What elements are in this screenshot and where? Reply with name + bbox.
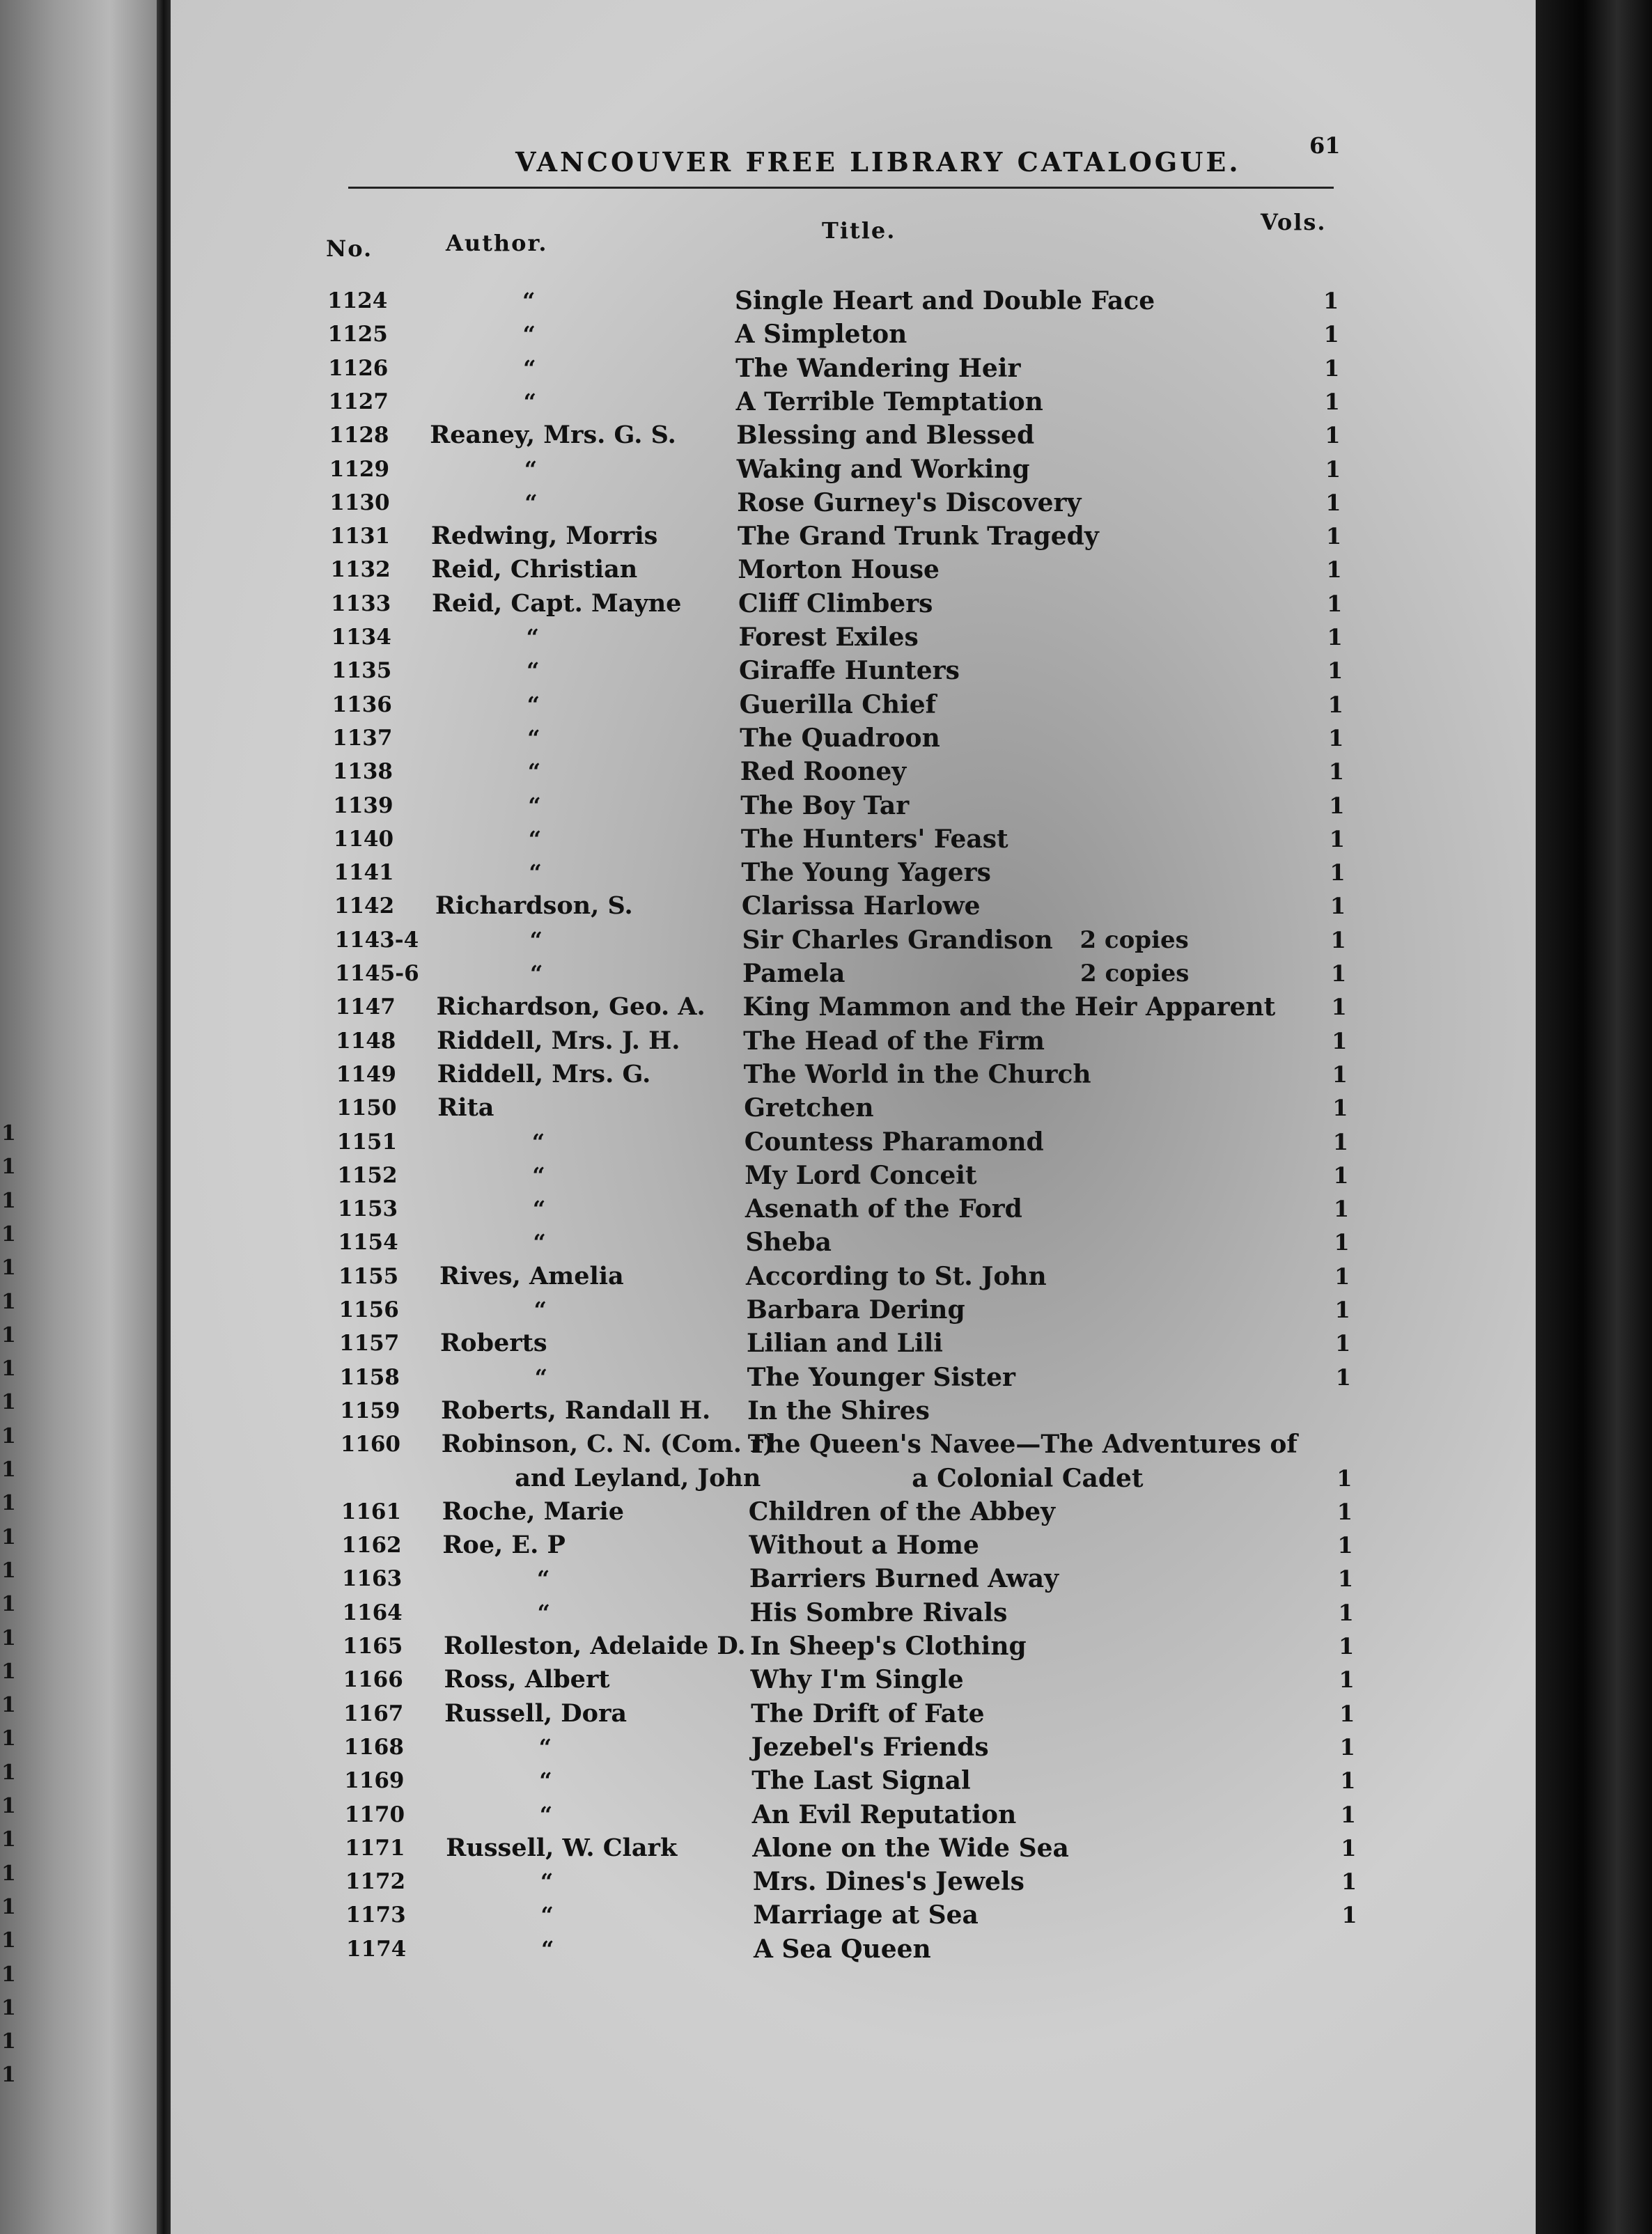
entry-volumes: 1 xyxy=(1337,1464,1353,1492)
entry-number: 1158 xyxy=(339,1364,400,1390)
entry-volumes: 1 xyxy=(1334,1297,1350,1323)
table-row xyxy=(336,990,1366,1024)
table-row xyxy=(341,1495,1372,1529)
table-row xyxy=(339,1293,1370,1327)
entry-title: The Hunters' Feast xyxy=(740,824,1008,854)
author-ditto-mark: “ xyxy=(540,1935,554,1962)
entry-number: 1128 xyxy=(329,423,389,448)
entry-number: 1160 xyxy=(340,1432,400,1458)
table-row xyxy=(346,1932,1377,1966)
entry-title: Red Rooney xyxy=(740,757,907,787)
author-ditto-mark: “ xyxy=(527,657,540,685)
entry-title: Mrs. Dines's Jewels xyxy=(752,1867,1024,1897)
entry-title: King Mammon and the Heir Apparent xyxy=(742,992,1276,1022)
entry-volumes: 1 xyxy=(1333,1196,1350,1223)
entry-volumes: 1 xyxy=(1328,724,1344,751)
column-header-title: Title. xyxy=(822,217,896,244)
column-header-vols: Vols. xyxy=(1261,209,1327,235)
table-row xyxy=(338,1192,1369,1226)
author-ditto-mark: “ xyxy=(531,1128,545,1155)
entry-title: Single Heart and Double Face xyxy=(735,286,1155,315)
column-header-author: Author. xyxy=(446,230,548,256)
entry-author: Roberts xyxy=(440,1329,547,1358)
author-ditto-mark: “ xyxy=(540,1902,554,1929)
entry-volumes: 1 xyxy=(1341,1902,1357,1929)
entry-number: 1150 xyxy=(336,1095,397,1121)
entry-title: The Head of the Firm xyxy=(743,1026,1045,1056)
entry-number: 1124 xyxy=(327,288,388,313)
entry-volumes: 1 xyxy=(1327,657,1343,685)
entry-volumes: 1 xyxy=(1330,859,1346,886)
entry-volumes: 1 xyxy=(1340,1767,1356,1795)
entry-title: Clarissa Harlowe xyxy=(741,891,981,921)
table-row xyxy=(341,1462,1371,1495)
entry-title: Children of the Abbey xyxy=(748,1497,1056,1526)
entry-number: 1168 xyxy=(343,1734,404,1760)
table-row xyxy=(334,889,1365,923)
entry-number: 1165 xyxy=(343,1634,403,1659)
entry-title: The Queen's Navee—The Adventures of xyxy=(747,1430,1298,1460)
entry-title: Forest Exiles xyxy=(738,623,919,652)
entry-title: Why I'm Single xyxy=(750,1665,964,1695)
entry-title: Cliff Climbers xyxy=(738,588,933,618)
entry-number: 1126 xyxy=(328,355,389,381)
entry-volumes: 1 xyxy=(1341,1834,1357,1861)
entry-author: and Leyland, John xyxy=(515,1463,761,1492)
entry-volumes: 1 xyxy=(1325,489,1341,516)
author-ditto-mark: “ xyxy=(532,1162,545,1189)
entry-title: My Lord Conceit xyxy=(745,1160,977,1190)
entry-number: 1171 xyxy=(345,1835,405,1861)
entry-author: Russell, W. Clark xyxy=(446,1833,678,1862)
facing-page-volume-mark: 1 xyxy=(1,1221,16,1247)
entry-number: 1152 xyxy=(337,1162,398,1188)
author-ditto-mark: “ xyxy=(540,1868,554,1896)
entry-volumes: 1 xyxy=(1337,1565,1354,1593)
page-number: 61 xyxy=(1309,132,1341,159)
entry-volumes: 1 xyxy=(1339,1733,1355,1760)
entry-number: 1134 xyxy=(331,625,391,650)
author-ditto-mark: “ xyxy=(532,1196,546,1223)
facing-page-volume-mark: 1 xyxy=(1,1423,16,1448)
entry-title: Blessing and Blessed xyxy=(736,421,1035,451)
entry-volumes: 1 xyxy=(1338,1599,1354,1626)
facing-page-volume-mark: 1 xyxy=(1,1289,16,1314)
entry-volumes: 1 xyxy=(1324,388,1340,415)
entry-author: Rolleston, Adelaide D. xyxy=(444,1632,746,1660)
entry-author: Robinson, C. N. (Com. r) xyxy=(441,1430,775,1459)
facing-page-volume-mark: 1 xyxy=(1,1155,16,1180)
entry-title: His Sombre Rivals xyxy=(749,1598,1008,1627)
facing-page-volume-mark: 1 xyxy=(1,1760,16,1785)
entry-author: Rives, Amelia xyxy=(439,1261,624,1290)
table-row xyxy=(343,1663,1374,1696)
entry-title: Jezebel's Friends xyxy=(751,1732,989,1762)
entry-author: Reaney, Mrs. G. S. xyxy=(430,421,676,450)
entry-number: 1136 xyxy=(332,692,392,717)
entry-title: Giraffe Hunters xyxy=(739,656,960,686)
entry-number: 1125 xyxy=(327,322,388,347)
entry-number: 1138 xyxy=(332,759,393,785)
table-row xyxy=(336,1058,1367,1091)
entry-number: 1132 xyxy=(330,557,391,583)
facing-page-volume-mark: 1 xyxy=(1,1458,16,1482)
entry-title: According to St. John xyxy=(745,1261,1047,1291)
entry-title: Lilian and Lili xyxy=(747,1329,943,1359)
entry-volumes: 1 xyxy=(1341,1868,1357,1896)
entry-number: 1155 xyxy=(338,1263,399,1289)
entry-number: 1172 xyxy=(345,1869,406,1895)
table-row xyxy=(329,486,1360,520)
entry-author: Roberts, Randall H. xyxy=(441,1396,711,1425)
table-row xyxy=(342,1596,1373,1630)
entry-title: Pamela xyxy=(742,959,846,988)
facing-page-volume-mark: 1 xyxy=(1,1592,16,1617)
entry-number: 1169 xyxy=(344,1768,405,1794)
entry-number: 1147 xyxy=(335,994,396,1020)
table-row xyxy=(345,1865,1376,1898)
entry-volumes: 1 xyxy=(1329,792,1345,819)
table-row xyxy=(343,1697,1374,1731)
table-row xyxy=(337,1159,1368,1192)
entry-title: The Drift of Fate xyxy=(751,1698,985,1728)
facing-page-volume-mark: 1 xyxy=(1,1524,16,1549)
entry-title: The Quadroon xyxy=(740,723,940,753)
author-ditto-mark: “ xyxy=(524,489,538,516)
facing-page-volume-mark: 1 xyxy=(1,1995,16,2020)
entry-author: Reid, Christian xyxy=(431,555,638,584)
facing-page-volume-mark: 1 xyxy=(1,2029,16,2054)
entry-volumes: 1 xyxy=(1332,1061,1348,1088)
table-row xyxy=(333,789,1364,822)
entry-number: 1159 xyxy=(340,1398,400,1423)
entry-number: 1139 xyxy=(333,792,393,818)
facing-page-volume-mark: 1 xyxy=(1,1491,16,1516)
entry-title: Countess Pharamond xyxy=(744,1127,1044,1157)
table-row xyxy=(335,957,1366,990)
entry-number: 1127 xyxy=(328,389,389,414)
entry-title: Barriers Burned Away xyxy=(749,1564,1059,1594)
table-row xyxy=(345,1831,1376,1865)
entry-author: Roe, E. P xyxy=(442,1531,566,1560)
table-row xyxy=(334,856,1364,889)
entry-volumes: 1 xyxy=(1329,825,1346,852)
entry-title: The Last Signal xyxy=(751,1766,971,1796)
author-ditto-mark: “ xyxy=(529,859,542,886)
table-row xyxy=(344,1731,1375,1764)
entry-number: 1166 xyxy=(343,1667,403,1693)
table-row xyxy=(330,520,1361,553)
entry-volumes: 1 xyxy=(1323,288,1339,314)
entry-volumes: 1 xyxy=(1324,354,1340,382)
table-row xyxy=(329,385,1359,419)
entry-title: The Wandering Heir xyxy=(735,353,1021,383)
entry-title: The Younger Sister xyxy=(747,1362,1015,1392)
entry-author: Richardson, Geo. A. xyxy=(436,992,706,1022)
entry-volumes: 1 xyxy=(1337,1532,1353,1559)
entry-title: Asenath of the Ford xyxy=(745,1194,1022,1224)
entry-number: 1129 xyxy=(329,456,390,482)
entry-number: 1148 xyxy=(336,1028,396,1054)
entry-volumes: 1 xyxy=(1323,321,1339,348)
table-row xyxy=(331,587,1362,620)
entry-title: An Evil Reputation xyxy=(751,1799,1017,1829)
entry-author: Redwing, Morris xyxy=(430,522,658,551)
table-row xyxy=(341,1428,1371,1461)
entry-number: 1133 xyxy=(330,591,391,616)
table-row xyxy=(336,1091,1367,1125)
entry-volumes: 1 xyxy=(1327,624,1343,650)
entry-number: 1153 xyxy=(337,1196,398,1222)
author-ditto-mark: “ xyxy=(529,926,543,953)
author-ditto-mark: “ xyxy=(526,624,539,650)
author-ditto-mark: “ xyxy=(528,825,542,852)
table-row xyxy=(334,923,1365,957)
entry-title: Sir Charles Grandison xyxy=(742,925,1053,955)
entry-volumes: 1 xyxy=(1333,1162,1349,1189)
author-ditto-mark: “ xyxy=(527,724,540,751)
table-row xyxy=(328,318,1359,351)
entry-title: In Sheep's Clothing xyxy=(750,1632,1027,1661)
entry-number: 1145-6 xyxy=(335,961,419,986)
author-ditto-mark: “ xyxy=(522,288,536,314)
entry-volumes: 1 xyxy=(1335,1330,1351,1357)
entry-volumes: 1 xyxy=(1328,758,1344,786)
entry-number: 1143-4 xyxy=(334,927,419,953)
entry-author: Reid, Capt. Mayne xyxy=(431,588,682,618)
entry-author: Rita xyxy=(437,1093,494,1123)
facing-page-volume-mark: 1 xyxy=(1,1357,16,1382)
author-ditto-mark: “ xyxy=(538,1733,552,1760)
entry-copies-note: 2 copies xyxy=(1080,960,1190,987)
entry-author: Ross, Albert xyxy=(444,1665,610,1694)
entry-volumes: 1 xyxy=(1339,1666,1355,1694)
entry-number: 1157 xyxy=(339,1331,400,1357)
table-row xyxy=(342,1562,1373,1595)
entry-number: 1170 xyxy=(344,1802,405,1827)
author-ditto-mark: “ xyxy=(537,1599,550,1626)
author-ditto-mark: “ xyxy=(530,960,543,987)
entry-title: Waking and Working xyxy=(736,454,1030,484)
table-row xyxy=(345,1798,1376,1831)
entry-number: 1149 xyxy=(336,1061,396,1087)
author-ditto-mark: “ xyxy=(539,1767,552,1795)
table-row xyxy=(345,1898,1376,1932)
entry-volumes: 1 xyxy=(1339,1700,1355,1727)
author-ditto-mark: “ xyxy=(533,1229,546,1256)
entry-number: 1162 xyxy=(341,1533,402,1559)
table-row xyxy=(338,1226,1369,1259)
entry-number: 1151 xyxy=(336,1129,398,1155)
table-row xyxy=(341,1529,1372,1562)
entry-author: Richardson, S. xyxy=(435,891,633,921)
entry-number: 1164 xyxy=(342,1600,403,1625)
table-row xyxy=(332,688,1363,721)
author-ditto-mark: “ xyxy=(534,1364,547,1391)
entry-title: The Boy Tar xyxy=(740,790,910,820)
entry-volumes: 1 xyxy=(1335,1364,1351,1391)
entry-author: Riddell, Mrs. G. xyxy=(437,1059,651,1088)
entry-copies-note: 2 copies xyxy=(1080,925,1189,954)
entry-volumes: 1 xyxy=(1325,422,1341,449)
entry-number: 1163 xyxy=(341,1566,403,1592)
entry-title: The Grand Trunk Tragedy xyxy=(737,522,1099,552)
facing-page-volume-mark: 1 xyxy=(1,1390,16,1415)
entry-volumes: 1 xyxy=(1331,994,1347,1021)
entry-title: Without a Home xyxy=(749,1531,979,1561)
entry-title: A Simpleton xyxy=(735,320,907,350)
entry-title: Guerilla Chief xyxy=(739,689,937,719)
facing-page-volume-mark: 1 xyxy=(1,1625,16,1650)
entry-title: Barbara Dering xyxy=(746,1295,965,1325)
facing-page-volume-mark: 1 xyxy=(1,1659,16,1684)
table-row xyxy=(330,553,1361,586)
facing-page-volume-mark: 1 xyxy=(1,1256,16,1281)
entry-number: 1154 xyxy=(338,1230,398,1256)
facing-page-volume-mark: 1 xyxy=(1,1928,16,1953)
table-row xyxy=(343,1630,1373,1663)
facing-page-volume-mark: 1 xyxy=(1,1962,16,1987)
column-header-no: No. xyxy=(326,235,373,262)
entry-title: Rose Gurney's Discovery xyxy=(737,487,1082,517)
entry-title: In the Shires xyxy=(747,1396,930,1425)
entry-number: 1174 xyxy=(345,1936,407,1962)
table-row xyxy=(329,419,1359,452)
author-ditto-mark: “ xyxy=(528,792,541,819)
entry-number: 1130 xyxy=(329,490,390,515)
table-row xyxy=(334,822,1364,856)
author-ditto-mark: “ xyxy=(539,1801,553,1828)
facing-page-volume-mark: 1 xyxy=(1,1558,16,1583)
entry-title: A Terrible Temptation xyxy=(735,386,1043,416)
entry-title: Gretchen xyxy=(744,1093,874,1123)
entry-title: Sheba xyxy=(745,1228,832,1258)
table-row xyxy=(338,1260,1369,1293)
entry-number: 1131 xyxy=(329,524,391,549)
entry-volumes: 1 xyxy=(1330,893,1346,920)
entry-volumes: 1 xyxy=(1339,1633,1355,1659)
facing-page-volume-mark: 1 xyxy=(1,1794,16,1818)
entry-number: 1140 xyxy=(333,826,394,852)
entry-number: 1142 xyxy=(334,893,395,919)
entry-number: 1141 xyxy=(334,860,394,886)
entry-volumes: 1 xyxy=(1331,960,1347,987)
entry-number: 1161 xyxy=(341,1499,402,1524)
entry-volumes: 1 xyxy=(1327,691,1343,718)
facing-page-volume-mark: 1 xyxy=(1,2063,16,2088)
entry-volumes: 1 xyxy=(1326,590,1343,617)
author-ditto-mark: “ xyxy=(536,1565,550,1593)
entry-volumes: 1 xyxy=(1332,1128,1349,1155)
facing-page-volume-mark: 1 xyxy=(1,1726,16,1751)
entry-volumes: 1 xyxy=(1325,523,1342,550)
facing-page-volume-mark: 1 xyxy=(1,1322,16,1348)
entry-title: Marriage at Sea xyxy=(753,1900,979,1930)
facing-page-volume-mark: 1 xyxy=(1,1827,16,1852)
table-row xyxy=(337,1125,1368,1159)
entry-volumes: 1 xyxy=(1332,1095,1348,1122)
entry-title: The Young Yagers xyxy=(741,858,991,888)
table-row xyxy=(327,284,1358,318)
table-row xyxy=(336,1024,1366,1058)
entry-number: 1167 xyxy=(343,1701,404,1726)
entry-title: The World in the Church xyxy=(743,1059,1091,1089)
entry-volumes: 1 xyxy=(1334,1263,1350,1290)
facing-page-volume-mark: 1 xyxy=(1,1693,16,1718)
table-row xyxy=(340,1394,1371,1428)
facing-page-volume-mark: 1 xyxy=(1,1894,16,1919)
entry-author: Russell, Dora xyxy=(444,1698,628,1728)
table-row xyxy=(339,1327,1370,1360)
entry-author: Riddell, Mrs. J. H. xyxy=(437,1026,680,1055)
entry-number: 1156 xyxy=(338,1297,399,1322)
entry-number: 1137 xyxy=(332,725,393,751)
entry-volumes: 1 xyxy=(1340,1801,1357,1828)
entry-number: 1173 xyxy=(345,1903,406,1928)
page-title: VANCOUVER FREE LIBRARY CATALOGUE. xyxy=(515,146,1241,178)
table-row xyxy=(332,620,1362,654)
entry-title: Alone on the Wide Sea xyxy=(752,1833,1069,1863)
entry-volumes: 1 xyxy=(1326,556,1342,584)
entry-volumes: 1 xyxy=(1330,926,1346,953)
table-row xyxy=(329,453,1360,486)
entry-volumes: 1 xyxy=(1332,1027,1348,1054)
author-ditto-mark: “ xyxy=(527,691,540,718)
entry-title: Morton House xyxy=(738,555,940,585)
author-ditto-mark: “ xyxy=(533,1297,547,1323)
facing-page-volume-mark: 1 xyxy=(1,1188,16,1213)
table-row xyxy=(332,654,1362,687)
table-row xyxy=(333,755,1364,788)
table-row xyxy=(328,352,1359,385)
entry-author: Roche, Marie xyxy=(442,1497,625,1526)
table-row xyxy=(340,1361,1371,1394)
author-ditto-mark: “ xyxy=(523,354,536,382)
entry-volumes: 1 xyxy=(1337,1498,1353,1525)
facing-page-volume-mark: 1 xyxy=(1,1121,16,1146)
author-ditto-mark: “ xyxy=(522,321,536,348)
author-ditto-mark: “ xyxy=(524,455,538,483)
table-row xyxy=(344,1764,1375,1797)
author-ditto-mark: “ xyxy=(523,388,537,415)
table-row xyxy=(332,721,1363,755)
facing-page-volume-mark: 1 xyxy=(1,1861,16,1886)
entry-number: 1135 xyxy=(332,658,392,684)
entry-title: A Sea Queen xyxy=(753,1934,931,1964)
entry-volumes: 1 xyxy=(1325,455,1341,483)
entry-title: a Colonial Cadet xyxy=(912,1463,1144,1493)
entry-volumes: 1 xyxy=(1334,1229,1350,1256)
author-ditto-mark: “ xyxy=(527,758,541,786)
